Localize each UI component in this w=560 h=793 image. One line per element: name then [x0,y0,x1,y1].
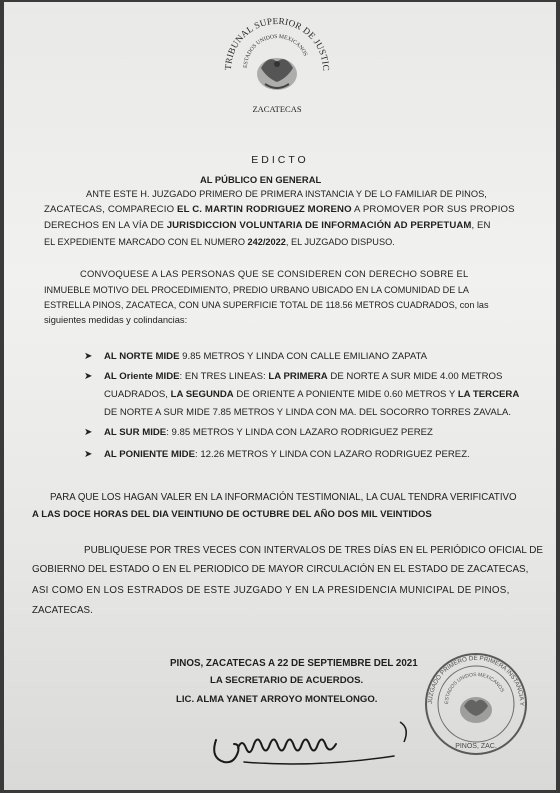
seal-ring-text: TRIBUNAL SUPERIOR DE JUSTIC [222,15,332,72]
handwritten-signature [204,702,424,772]
signer-name: LIC. ALMA YANET ARROYO MONTELONGO. [176,694,378,705]
intro-line-2 [44,204,515,216]
stamp-inner-text: ESTADOS UNIDOS MEXICANOS [443,671,506,705]
publiquese-line-1: PUBLIQUESE POR TRES VECES CON INTERVALOS DE TRES DÍAS EN EL PERIÓDICO OFICIAL DE [84,545,543,556]
eagle-emblem-icon [257,58,297,90]
medida-label: AL NORTE MIDE [104,351,180,362]
medida-norte [104,351,427,363]
seal-inner-text: ESTADOS UNIDOS MEXICANOS [242,33,309,69]
bullet-arrow-icon: ➤ [84,427,93,438]
convoca-line-4: siguientes medidas y colindancias: [44,315,188,325]
testimonial-line-1: PARA QUE LOS HAGAN VALER EN LA INFORMACIÓN TESTIMONIAL, LA CUAL TENDRA VERIFICATIVO [50,492,517,503]
intro-line-4 [44,236,395,248]
intro-text: EL EXPEDIENTE MARCADO CON EL NUMERO [44,237,248,247]
convoca-line-3: ESTRELLA PINOS, ZACATECA, CON UNA SUPERFICIE TOTAL DE 118.56 METROS CUADRADOS, con las [44,300,489,310]
medida-sur [104,427,433,439]
medida-oriente-line-3: DE NORTE A SUR MIDE 7.85 METROS Y LINDA CON MA. DEL SOCORRO TORRES ZAVALA. [104,407,512,418]
document-page [4,2,556,790]
procedure-type: JURISDICCION VOLUNTARIA DE INFORMACIÓN AD PERPETUAM [166,220,472,231]
signer-role: LA SECRETARIO DE ACUERDOS. [210,675,364,686]
publiquese-line-4: ZACATECAS. [32,605,93,616]
intro-line-1: ANTE ESTE H. JUZGADO PRIMERO DE PRIMERA INSTANCIA Y DE LO FAMILIAR DE PINOS, [86,189,487,199]
stamp-bottom-text: PINOS, ZAC. [455,743,497,750]
medida-label: AL Oriente MIDE [104,371,180,382]
eagle-emblem-icon [460,697,492,723]
intro-line-3 [44,220,491,232]
tribunal-seal [217,8,337,128]
medida-label: AL SUR MIDE [104,427,167,438]
medida-emphasis: LA TERCERA [457,389,520,400]
promovente-name: EL C. MARTIN RODRIGUEZ MORENO [177,204,352,215]
greeting: AL PÚBLICO EN GENERAL [200,174,322,185]
intro-text: ZACATECAS, COMPARECIO [44,204,178,215]
medida-text: DE NORTE A SUR MIDE 4.00 METROS [327,371,503,382]
seal-bottom-text: ZACATECAS [252,104,302,114]
publiquese-line-3: ASI COMO EN LOS ESTRADOS DE ESTE JUZGADO Y EN LA PRESIDENCIA MUNICIPAL DE PINOS, [32,585,510,596]
medida-text: 9.85 METROS Y LINDA CON CALLE EMILIANO ZAPATA [179,351,428,362]
intro-text: , EN [471,220,491,231]
stamp-ring-text: JUZGADO PRIMERO DE PRIMERA INSTANCIA Y [426,654,526,706]
bullet-arrow-icon: ➤ [84,371,93,382]
bullet-arrow-icon: ➤ [84,351,93,362]
court-stamp [422,648,530,758]
expediente-number: 242/2022 [247,237,286,247]
medida-poniente [104,449,470,461]
bullet-arrow-icon: ➤ [84,449,93,460]
medida-oriente-line-1 [104,371,502,383]
medida-text: CUADRADOS, [104,389,171,400]
intro-text: A PROMOVER POR SUS PROPIOS [351,204,515,215]
medida-text: DE ORIENTE A PONIENTE MIDE 0.60 METROS Y [233,389,458,400]
medida-oriente-line-2 [104,389,519,401]
medida-text: : EN TRES LINEAS: [179,371,269,382]
medida-text: : 12.26 METROS Y LINDA CON LAZARO RODRIGUEZ PEREZ. [194,449,470,460]
intro-text: DERECHOS EN LA VÍA DE [44,220,167,231]
medida-label: AL PONIENTE MIDE [104,449,195,460]
convoca-line-1: CONVOQUESE A LAS PERSONAS QUE SE CONSIDEREN CON DERECHO SOBRE EL [80,268,469,279]
medida-text: : 9.85 METROS Y LINDA CON LAZARO RODRIGUEZ PEREZ [166,427,433,438]
document-title: EDICTO [251,154,309,166]
publiquese-line-2: GOBIERNO DEL ESTADO O EN EL PERIODICO DE MAYOR CIRCULACIÓN EN EL ESTADO DE ZACATECAS, [32,564,529,575]
place-date: PINOS, ZACATECAS A 22 DE SEPTIEMBRE DEL 2021 [170,658,418,669]
medida-emphasis: LA PRIMERA [268,371,328,382]
intro-text: , EL JUZGADO DISPUSO. [285,237,395,247]
convoca-line-2: INMUEBLE MOTIVO DEL PROCEDIMIENTO, PREDIO URBANO UBICADO EN LA COMUNIDAD DE LA [44,285,469,295]
testimonial-date: A LAS DOCE HORAS DEL DIA VEINTIUNO DE OCTUBRE DEL AÑO DOS MIL VEINTIDOS [32,509,432,520]
medida-emphasis: LA SEGUNDA [170,389,234,400]
